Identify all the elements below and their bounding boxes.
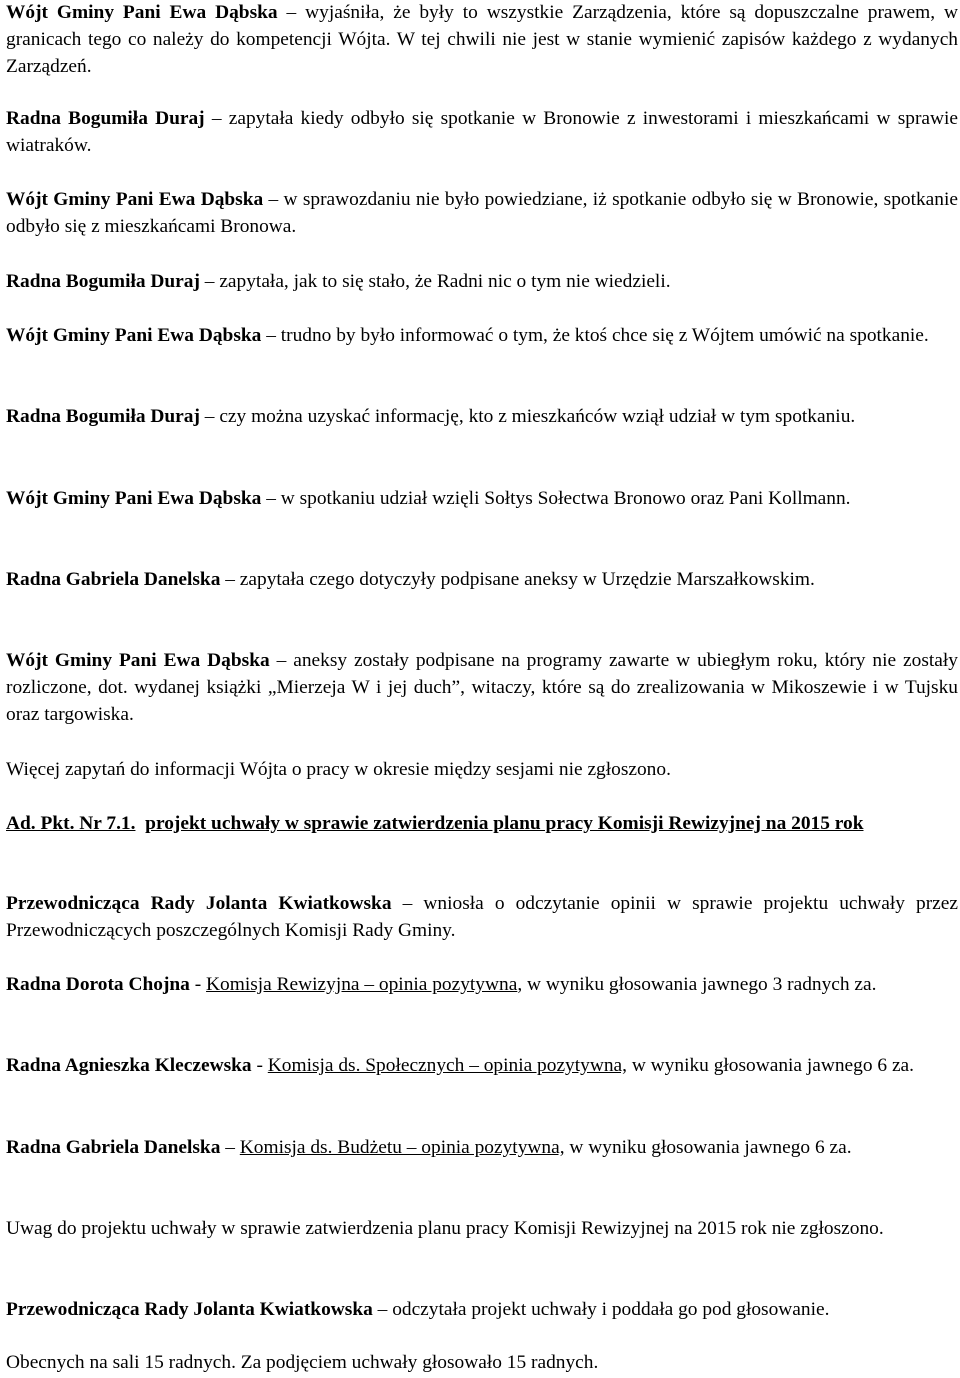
speaker-name: Wójt Gminy Pani Ewa Dąbska (6, 488, 262, 509)
committee-opinion-label: Komisja ds. Budżetu – opinia pozytywna, (239, 1137, 565, 1158)
no-remarks (6, 1215, 958, 1242)
speaker-name: Radna Dorota Chojna (6, 974, 190, 995)
separator: - (189, 974, 207, 995)
speaker-name: Przewodnicząca Rady Jolanta Kwiatkowska (6, 1299, 373, 1320)
paragraph-text: – w sprawozdaniu nie było powiedziane, iż spotkanie odbyło się w Bronowie, spotkanie odbyło się z mieszkańcami Bronowa. (6, 189, 958, 237)
speaker-name: Wójt Gminy Pani Ewa Dąbska (6, 189, 264, 210)
closing-line (6, 756, 958, 783)
section-number: Ad. Pkt. Nr 7.1. (6, 813, 136, 834)
speaker-name: Radna Agnieszka Kleczewska (6, 1055, 252, 1076)
paragraph (6, 485, 958, 512)
committee-opinion (6, 1052, 958, 1079)
paragraph (6, 268, 958, 295)
speaker-name: Radna Gabriela Danelska (6, 569, 221, 590)
paragraph-text: – zapytała kiedy odbyło się spotkanie w Bronowie z inwestorami i mieszkańcami w sprawie wiatraków. (6, 108, 959, 156)
paragraph (6, 186, 958, 240)
paragraph (6, 322, 958, 349)
paragraph (6, 403, 958, 430)
committee-opinion (6, 1134, 958, 1161)
section-title: projekt uchwały w sprawie zatwierdzenia planu pracy Komisji Rewizyjnej na 2015 rok (145, 813, 864, 834)
vote-result-text: Obecnych na sali 15 radnych. Za podjęciem uchwały głosowało 15 radnych. (6, 1352, 599, 1373)
paragraph-text: w wyniku głosowania jawnego 6 za. (564, 1137, 852, 1158)
speaker-name: Wójt Gminy Pani Ewa Dąbska (6, 2, 278, 23)
chair-intro (6, 890, 958, 944)
separator: - (251, 1055, 268, 1076)
paragraph (6, 105, 958, 159)
separator: – (220, 1137, 240, 1158)
speaker-name: Radna Gabriela Danelska (6, 1137, 221, 1158)
closing-line-text: Więcej zapytań do informacji Wójta o pracy w okresie między sesjami nie zgłoszono. (6, 759, 671, 780)
chair-vote (6, 1296, 958, 1323)
paragraph (6, 0, 958, 80)
paragraph-text: , w wyniku głosowania jawnego 3 radnych za. (517, 974, 877, 995)
paragraph-text: – trudno by było informować o tym, że ktoś chce się z Wójtem umówić na spotkanie. (261, 325, 929, 346)
paragraph (6, 566, 958, 593)
speaker-name: Radna Bogumiła Duraj (6, 271, 200, 292)
committee-opinion (6, 971, 958, 998)
committee-opinion-label: Komisja Rewizyjna – opinia pozytywna (206, 974, 518, 995)
paragraph-text: – odczytała projekt uchwały i poddała go pod głosowanie. (372, 1299, 830, 1320)
no-remarks-text: Uwag do projektu uchwały w sprawie zatwierdzenia planu pracy Komisji Rewizyjnej na 2015 rok nie zgłoszono. (6, 1218, 884, 1239)
speaker-name: Radna Bogumiła Duraj (6, 108, 205, 129)
vote-result (6, 1349, 958, 1376)
paragraph (6, 647, 958, 728)
paragraph-text: w wyniku głosowania jawnego 6 za. (626, 1055, 915, 1076)
section-heading (6, 810, 958, 837)
paragraph-text: – aneksy zostały podpisane na programy zawarte w ubiegłym roku, który nie zostały rozliczone, dot. wydanej książki „Mierzeja W i jej duch”, witaczy, które są do zrealizowania w Mikoszewie i w Tujsku oraz targowiska. (6, 650, 958, 725)
speaker-name: Radna Bogumiła Duraj (6, 406, 200, 427)
speaker-name: Wójt Gminy Pani Ewa Dąbska (6, 325, 262, 346)
speaker-name: Wójt Gminy Pani Ewa Dąbska (6, 650, 270, 671)
paragraph-text: – zapytała, jak to się stało, że Radni nic o tym nie wiedzieli. (199, 271, 671, 292)
paragraph-text: – wniosła o odczytanie opinii w sprawie projektu uchwały przez Przewodniczących poszczególnych Komisji Rady Gminy. (6, 893, 958, 941)
speaker-name: Przewodnicząca Rady Jolanta Kwiatkowska (6, 893, 392, 914)
paragraph-text: – wyjaśniła, że były to wszystkie Zarządzenia, które są dopuszczalne prawem, w granicach tego co należy do kompetencji Wójta. W tej chwili nie jest w stanie wymienić zapisów każdego z wydanych Zarządzeń. (6, 2, 958, 77)
committee-opinion-label: Komisja ds. Społecznych – opinia pozytywna, (267, 1055, 627, 1076)
paragraph-text: – zapytała czego dotyczyły podpisane aneksy w Urzędzie Marszałkowskim. (220, 569, 815, 590)
paragraph-text: – w spotkaniu udział wzięli Sołtys Sołectwa Bronowo oraz Pani Kollmann. (261, 488, 851, 509)
paragraph-text: – czy można uzyskać informację, kto z mieszkańców wziął udział w tym spotkaniu. (199, 406, 856, 427)
